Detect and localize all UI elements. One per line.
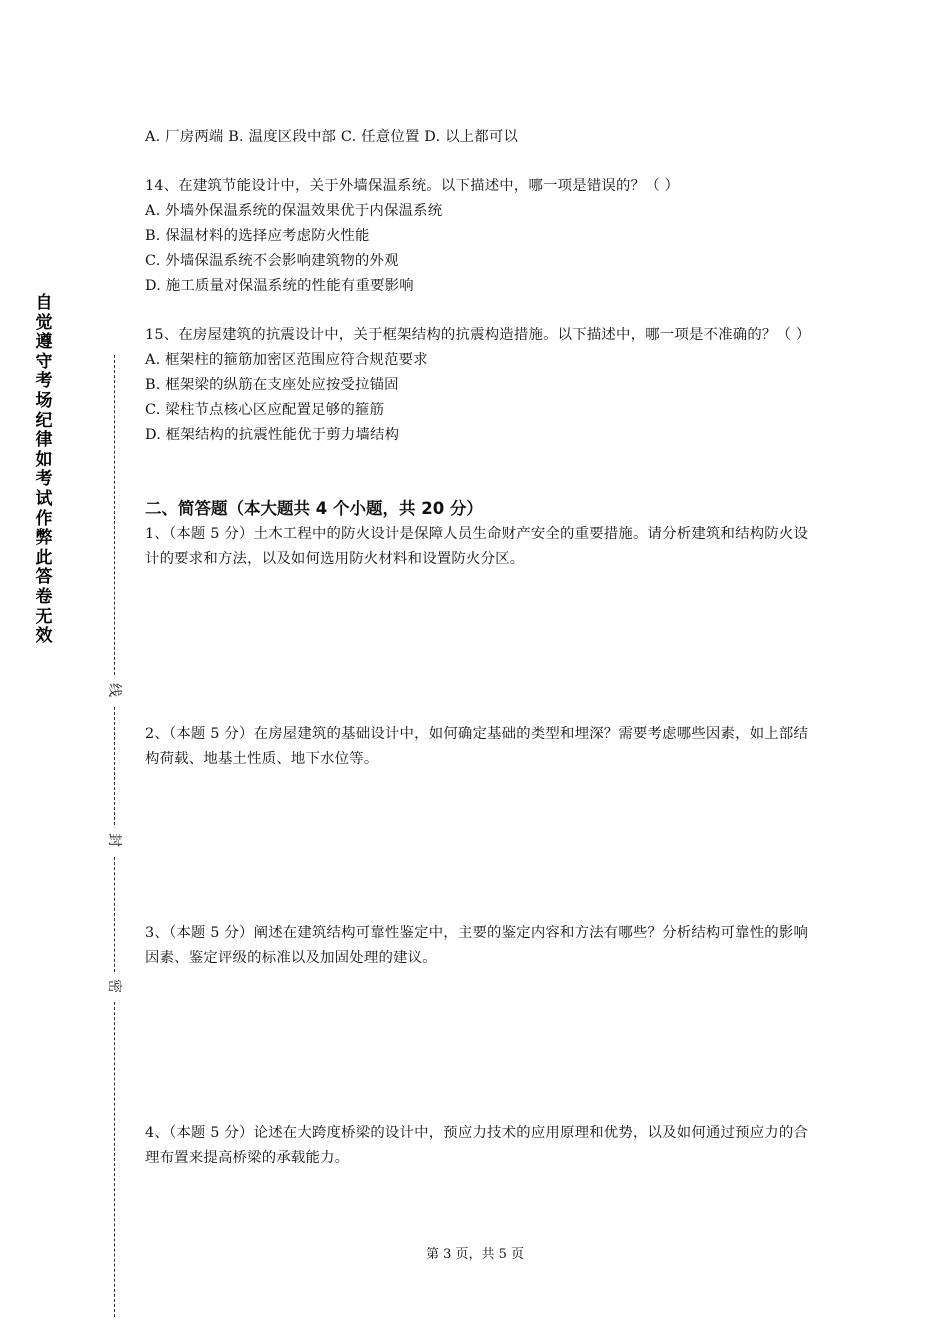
binding-line-segment <box>114 1002 115 1317</box>
side-warning-text: 自觉遵守考场纪律如考试作弊此答卷无效 <box>35 293 53 647</box>
short-answer-question-2: 2、（本题 5 分）在房屋建筑的基础设计中，如何确定基础的类型和埋深？需要考虑哪些因素，如上部结构荷载、地基土性质、地下水位等。 <box>145 726 809 767</box>
short-answer-question-3: 3、（本题 5 分）阐述在建筑结构可靠性鉴定中，主要的鉴定内容和方法有哪些？分析结构可靠性的影响因素、鉴定评级的标准以及加固处理的建议。 <box>145 925 809 966</box>
short-answer-2 <box>145 722 815 772</box>
q13-options: A. 厂房两端 B. 温度区段中部 C. 任意位置 D. 以上都可以 <box>145 129 519 145</box>
q15-option-b: B. 框架梁的纵筋在支座处应按受拉锚固 <box>145 377 399 393</box>
q15-option-c: C. 梁柱节点核心区应配置足够的箍筋 <box>145 402 385 418</box>
short-answer-3 <box>145 921 815 971</box>
q14-option-c: C. 外墙保温系统不会影响建筑物的外观 <box>145 253 399 269</box>
q14-stem: 14、在建筑节能设计中，关于外墙保温系统。以下描述中，哪一项是错误的？（ ） <box>145 178 680 194</box>
page-footer: 第 3 页，共 5 页 <box>425 1247 525 1262</box>
q14-block <box>145 174 815 299</box>
q15-option-a: A. 框架柱的箍筋加密区范围应符合规范要求 <box>145 352 428 368</box>
short-answer-1 <box>145 522 815 572</box>
section2-header <box>145 497 815 521</box>
binding-line-segment <box>114 707 115 825</box>
binding-label-mi: 密 <box>106 979 122 993</box>
short-answer-question-4: 4、（本题 5 分）论述在大跨度桥梁的设计中，预应力技术的应用原理和优势，以及如何通过预应力的合理布置来提高桥梁的承载能力。 <box>145 1125 809 1166</box>
q15-block <box>145 323 815 448</box>
binding-label-feng: 封 <box>106 833 122 847</box>
section2-title: 二、简答题（本大题共 4 个小题，共 20 分） <box>145 499 483 518</box>
q15-stem: 15、在房屋建筑的抗震设计中，关于框架结构的抗震构造措施。以下描述中，哪一项是不准确的？（ ） <box>145 327 811 343</box>
short-answer-question-1: 1、（本题 5 分）土木工程中的防火设计是保障人员生命财产安全的重要措施。请分析建筑和结构防火设计的要求和方法，以及如何选用防火材料和设置防火分区。 <box>145 526 809 567</box>
short-answer-4 <box>145 1121 815 1171</box>
q14-option-a: A. 外墙外保温系统的保温效果优于内保温系统 <box>145 203 443 219</box>
binding-label-xian: 线 <box>106 683 122 697</box>
q15-option-d: D. 框架结构的抗震性能优于剪力墙结构 <box>145 427 400 443</box>
q14-option-d: D. 施工质量对保温系统的性能有重要影响 <box>145 278 414 294</box>
binding-line-segment <box>114 857 115 972</box>
binding-line-segment <box>114 355 115 675</box>
q14-option-b: B. 保温材料的选择应考虑防火性能 <box>145 228 370 244</box>
q13-options-block <box>145 125 815 150</box>
